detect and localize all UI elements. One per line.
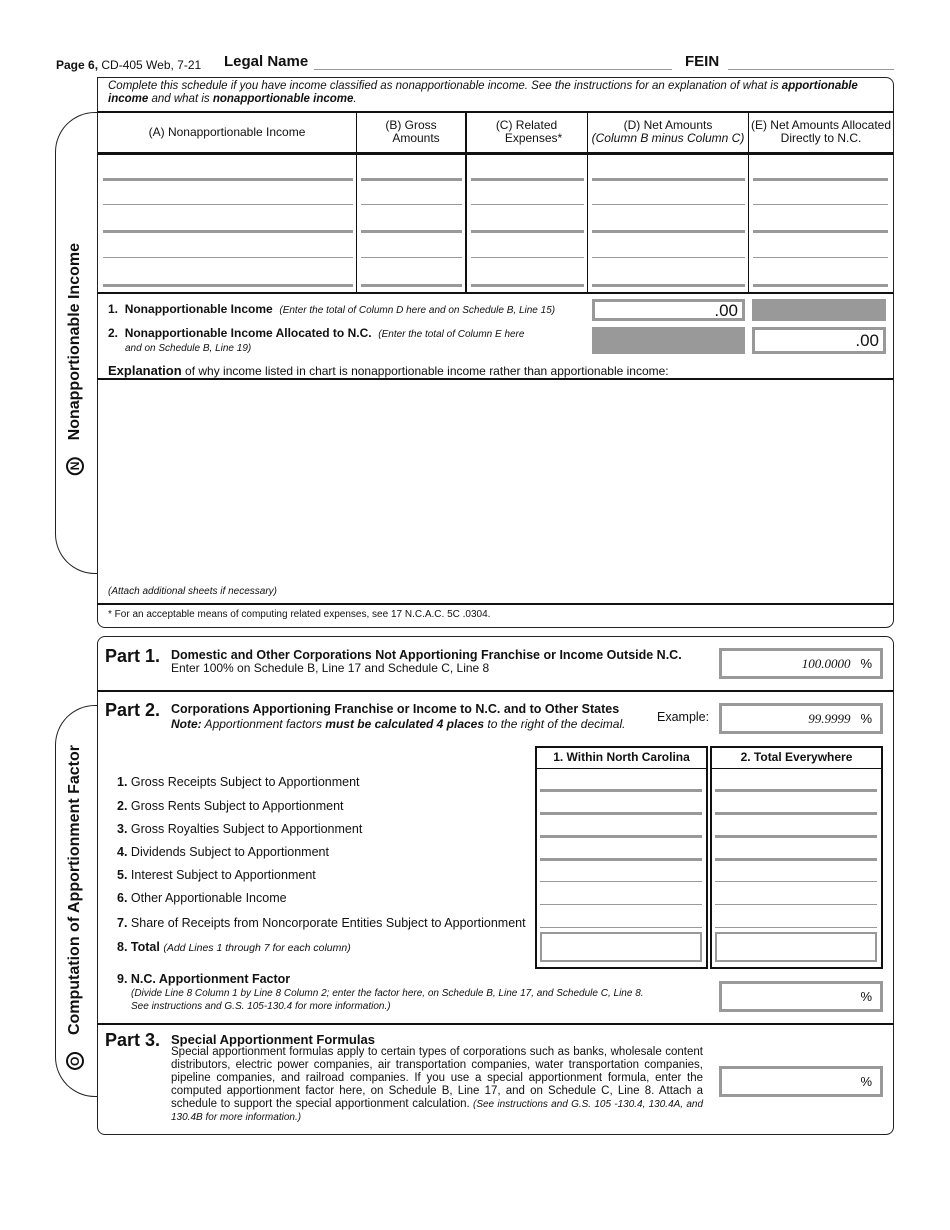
apportionment-line-3-label: 3. Gross Royalties Subject to Apportionment <box>117 822 363 836</box>
divider <box>97 690 894 692</box>
apportionment-line-8-label: 8. Total (Add Lines 1 through 7 for each column) <box>117 940 351 954</box>
col-header-e: (E) Net Amounts Allocated Directly to N.C. <box>749 112 893 155</box>
schedule-o-tab-label <box>66 745 84 1070</box>
apportionment-line-1-label: 1. Gross Receipts Subject to Apportionment <box>117 775 360 789</box>
nonapportionable-row-2-col-c-field[interactable] <box>471 204 584 205</box>
nonapportionable-row-4-col-b-field[interactable] <box>361 257 462 258</box>
line-9-note-1: (Divide Line 8 Column 1 by Line 8 Column 2; enter the factor here, on Schedule B, Line 17, and Schedule C, Line 8. <box>131 988 644 999</box>
line-2-shaded-cell <box>592 327 745 354</box>
col2-header: 2. Total Everywhere <box>712 748 881 769</box>
apportionment-line-6-label: 6. Other Apportionable Income <box>117 891 287 905</box>
nonapportionable-row-1-col-a-field[interactable] <box>103 178 353 181</box>
nonapportionable-row-4-col-e-field[interactable] <box>753 257 888 258</box>
schedule-o-tab-label-wrap <box>66 735 90 1070</box>
page-number: Page 6, <box>56 58 99 72</box>
nonapportionable-row-4-col-d-field[interactable] <box>592 257 745 258</box>
nc-apportionment-factor-field[interactable]: % <box>719 981 883 1012</box>
line-2-column-e-total[interactable]: .00 <box>752 327 886 354</box>
schedule-n-tab-label-wrap <box>66 225 90 475</box>
part-1-heading: Domestic and Other Corporations Not Apportioning Franchise or Income Outside N.C. <box>171 648 682 662</box>
line-2-label: 2. Nonapportionable Income Allocated to N.C. (Enter the total of Column E here <box>108 326 525 340</box>
col-header-b: (B) Gross Amounts <box>357 112 465 155</box>
legal-name-label: Legal Name <box>224 53 309 70</box>
example-factor-field: 99.9999 % <box>719 703 883 734</box>
apportionment-line-4-label: 4. Dividends Subject to Apportionment <box>117 845 329 859</box>
part-3-title: Part 3. <box>105 1030 161 1050</box>
form-id: CD-405 Web, 7-21 <box>101 58 202 72</box>
col-header-a: (A) Nonapportionable Income <box>98 112 356 155</box>
line-8-total-col-1-field[interactable] <box>540 932 702 962</box>
line-7-col-1-field[interactable] <box>540 927 702 928</box>
schedule-n-tab-label <box>66 243 84 475</box>
part-2-title: Part 2. <box>105 700 161 720</box>
apportionment-line-5-label: 5. Interest Subject to Apportionment <box>117 868 316 882</box>
nonapportionable-row-5-col-e-field[interactable] <box>753 284 888 287</box>
nonapportionable-row-2-col-a-field[interactable] <box>103 204 353 205</box>
col-divider <box>356 112 357 292</box>
part-2-heading: Corporations Apportioning Franchise or Income to N.C. and to Other States <box>171 702 620 716</box>
special-apportionment-factor-field[interactable]: % <box>719 1066 883 1097</box>
part-1-factor-field[interactable]: 100.0000 % <box>719 648 883 679</box>
explanation-textarea[interactable] <box>100 382 890 582</box>
nonapportionable-row-4-col-a-field[interactable] <box>103 257 353 258</box>
line-9-note-2: See instructions and G.S. 105-130.4 for more information.) <box>131 1001 391 1012</box>
col-divider <box>587 112 588 292</box>
nonapportionable-row-3-col-d-field[interactable] <box>592 230 745 233</box>
line-6-col-1-field[interactable] <box>540 904 702 905</box>
col-header-d: (D) Net Amounts (Column B minus Column C) <box>588 112 748 155</box>
nonapportionable-row-2-col-d-field[interactable] <box>592 204 745 205</box>
nonapportionable-row-1-col-c-field[interactable] <box>471 178 584 181</box>
line-9-label: 9. N.C. Apportionment Factor <box>117 972 291 986</box>
line-3-col-2-field[interactable] <box>715 835 877 838</box>
line-1-col-1-field[interactable] <box>540 789 702 792</box>
line-2-col-1-field[interactable] <box>540 812 702 815</box>
nonapportionable-row-1-col-e-field[interactable] <box>753 178 888 181</box>
part-3-heading: Special Apportionment Formulas <box>171 1032 375 1047</box>
example-label: Example: <box>657 710 710 724</box>
apportionment-line-2-label: 2. Gross Rents Subject to Apportionment <box>117 799 344 813</box>
line-1-shaded-cell <box>752 299 886 321</box>
apportionment-line-7-label: 7. Share of Receipts from Noncorporate Entities Subject to Apportionment <box>117 916 526 930</box>
line-4-col-2-field[interactable] <box>715 858 877 861</box>
nonapportionable-row-5-col-b-field[interactable] <box>361 284 462 287</box>
explanation-label: Explanation of why income listed in chart is nonapportionable income rather than apportionable income: <box>108 363 669 378</box>
line-2-col-2-field[interactable] <box>715 812 877 815</box>
nonapportionable-row-2-col-e-field[interactable] <box>753 204 888 205</box>
line-1-column-d-total[interactable]: .00 <box>592 299 745 321</box>
line-7-col-2-field[interactable] <box>715 927 877 928</box>
divider <box>97 1023 894 1025</box>
part-3-body: Special apportionment formulas apply to certain types of corporations such as banks, wholesale content distributors, electric power companies, air transportation companies, water transportation companies, pipeline companies, and railroad companies. If you use a special apportionment formula, enter the computed apportionment factor here, on Schedule B, Line 17, and on Schedule C, Line 8. Attach a schedule to support the special apportionment calculation. (See instructions and G.S. 105 -130.4, 130.4A, and 130.4B for more information.) <box>171 1046 704 1123</box>
line-5-col-2-field[interactable] <box>715 881 877 882</box>
fein-field[interactable] <box>728 69 894 70</box>
line-4-col-1-field[interactable] <box>540 858 702 861</box>
divider <box>97 603 894 605</box>
col1-header: 1. Within North Carolina <box>537 748 706 769</box>
nonapportionable-row-4-col-c-field[interactable] <box>471 257 584 258</box>
col-header-c: (C) Related Expenses* <box>466 112 587 155</box>
footnote: * For an acceptable means of computing related expenses, see 17 N.C.A.C. 5C .0304. <box>108 609 491 620</box>
fein-label: FEIN <box>685 53 720 70</box>
part-1-title: Part 1. <box>105 646 161 666</box>
nonapportionable-row-3-col-e-field[interactable] <box>753 230 888 233</box>
nonapportionable-row-2-col-b-field[interactable] <box>361 204 462 205</box>
line-5-col-1-field[interactable] <box>540 881 702 882</box>
nonapportionable-row-1-col-b-field[interactable] <box>361 178 462 181</box>
line-1-label: 1. Nonapportionable Income (Enter the total of Column D here and on Schedule B, Line 15) <box>108 302 556 316</box>
schedule-n-title: Nonapportionable Income <box>66 242 83 441</box>
legal-name-field[interactable] <box>314 69 672 70</box>
nonapportionable-row-1-col-d-field[interactable] <box>592 178 745 181</box>
nonapportionable-row-3-col-a-field[interactable] <box>103 230 353 233</box>
line-2-note: and on Schedule B, Line 19) <box>125 343 252 354</box>
line-6-col-2-field[interactable] <box>715 904 877 905</box>
nonapportionable-row-5-col-d-field[interactable] <box>592 284 745 287</box>
attach-note: (Attach additional sheets if necessary) <box>108 586 277 597</box>
line-1-col-2-field[interactable] <box>715 789 877 792</box>
page-label <box>56 58 201 72</box>
col-divider <box>748 112 749 292</box>
line-8-total-col-2-field[interactable] <box>715 932 877 962</box>
N-circle-icon: N <box>66 457 84 475</box>
part-1-sub: Enter 100% on Schedule B, Line 17 and Schedule C, Line 8 <box>171 661 490 675</box>
divider <box>97 292 894 294</box>
line-3-col-1-field[interactable] <box>540 835 702 838</box>
nonapportionable-row-3-col-b-field[interactable] <box>361 230 462 233</box>
schedule-o-title: Computation of Apportionment Factor <box>66 745 83 1036</box>
nonapportionable-row-5-col-a-field[interactable] <box>103 284 353 287</box>
nonapportionable-row-3-col-c-field[interactable] <box>471 230 584 233</box>
divider <box>97 378 894 380</box>
schedule-n-intro: Complete this schedule if you have income classified as nonapportionable income. See the instructions for an explanation of what is apportionable income and what is nonapportionable income. <box>108 80 858 105</box>
nonapportionable-row-5-col-c-field[interactable] <box>471 284 584 287</box>
part-2-note: Note: Apportionment factors must be calculated 4 places to the right of the decimal. <box>171 717 626 731</box>
O-circle-icon: O <box>66 1052 84 1070</box>
col-divider <box>465 112 467 292</box>
